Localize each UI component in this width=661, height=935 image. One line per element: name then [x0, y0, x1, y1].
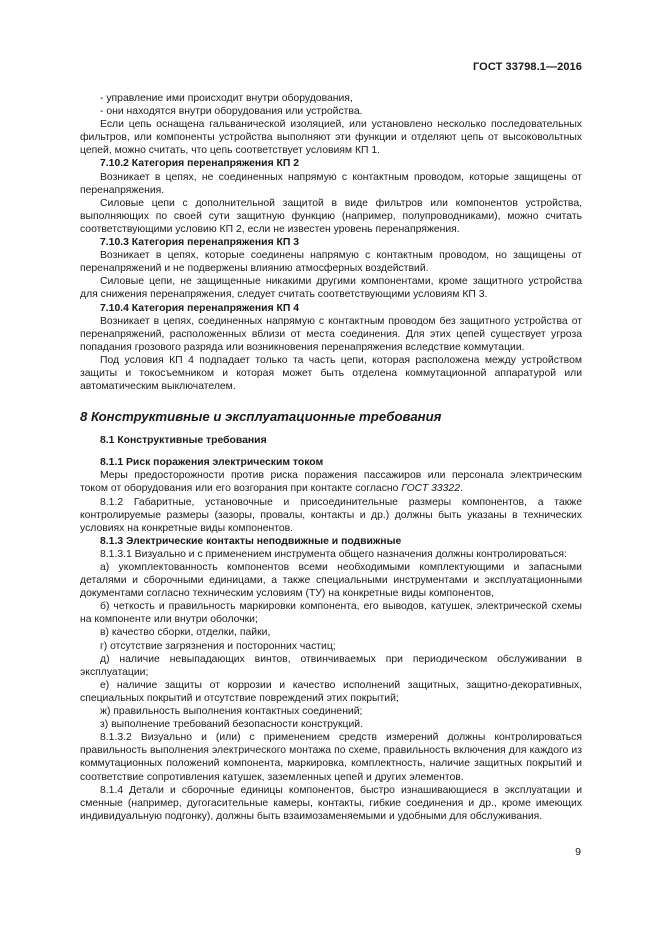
list-item: а) укомплектованность компонентов всеми необходимыми комплектующими и запасными деталями и сборочными единицами, а также специальными инструментами и эксплуатационными документами согласно техническим условиям (ТУ) на конкретные виды компонентов,: [80, 562, 582, 600]
list-item: з) выполнение требований безопасности конструкций.: [100, 719, 363, 731]
paragraph-text: Меры предосторожности против риска поражения пассажиров или персонала электрическим током от оборудования или его возгорания при контакте согласно: [80, 470, 582, 495]
paragraph: Если цепь оснащена гальванической изоляцией, или установлено несколько последовательных фильтров, или компоненты устройства выполняют эти функции и отделяют цепь от высоковольтных цепей, можно считать, что цепь соответствует условиям КП 1.: [80, 119, 582, 157]
clause-heading-7-10-3: 7.10.3 Категория перенапряжения КП 3: [100, 237, 299, 249]
standard-header: ГОСТ 33798.1—2016: [472, 61, 582, 73]
list-item: в) качество сборки, отделки, пайки,: [100, 627, 271, 639]
list-item: е) наличие защиты от коррозии и качество исполнений защитных, защитно-декоративных, специальных покрытий и отсутствие повреждений этих покрытий;: [80, 679, 582, 704]
list-item: - управление ими происходит внутри оборудования,: [100, 93, 353, 104]
list-item: - они находятся внутри оборудования или устройства.: [100, 106, 363, 118]
page-number: 9: [575, 846, 581, 858]
clause-heading-8-1-1: 8.1.1 Риск поражения электрическим током: [100, 457, 324, 469]
list-item: д) наличие невыпадающих винтов, отвинчиваемых при периодическом обслуживании в эксплуатации;: [80, 653, 582, 678]
list-item: б) четкость и правильность маркировки компонента, его выводов, катушек, электрической схемы на компоненте или внутри оболочки;: [80, 601, 582, 626]
standard-reference: ГОСТ 33322: [401, 483, 460, 495]
section-heading-8: 8 Конструктивные и эксплуатационные требования: [80, 409, 442, 425]
paragraph: 8.1.3.2 Визуально и (или) с применением средств измерений должны контролироваться правильность выполнения электрического монтажа по схеме, правильность включения для каждого из коммутационных положений компонента, маркировка, комплектность, наличие защитных покрытий и соответствие сопротивления катушек, заземленных цепей и других элементов.: [80, 732, 582, 783]
subsection-heading-8-1: 8.1 Конструктивные требования: [100, 435, 267, 447]
paragraph: 8.1.3.1 Визуально и с применением инструмента общего назначения должны контролироваться:: [100, 548, 567, 560]
paragraph-text: .: [459, 483, 463, 495]
paragraph: Возникает в цепях, не соединенных напрямую с контактным проводом, которые защищены от перенапряжения.: [80, 171, 582, 196]
paragraph: 8.1.2 Габаритные, установочные и присоединительные размеры компонентов, а также контролируемые размеры (зазоры, провалы, контакты и др.) должны быть указаны в технических условиях на конкретные виды компонентов.: [80, 496, 582, 534]
list-item: ж) правильность выполнения контактных соединений;: [100, 706, 363, 718]
paragraph: Возникает в цепях, соединенных напрямую с контактным проводом без защитного устройства от перенапряжений, расположенных вблизи от места соединения. Для этих цепей существует угроза попадания грозового разряда или возникновения перенапряжения вследствие коммутации.: [80, 315, 582, 353]
paragraph: Силовые цепи с дополнительной защитой в виде фильтров или компонентов устройства, выполняющих по своей сути защитную функцию (например, полупроводниками), можно считать соответствующими условию КП 2, если не известен уровень перенапряжения.: [80, 197, 582, 235]
clause-heading-7-10-4: 7.10.4 Категория перенапряжения КП 4: [100, 302, 299, 314]
document-body: [80, 92, 582, 823]
paragraph: Возникает в цепях, которые соединены напрямую с контактным проводом, но защищены от перенапряжений и не подвержены влиянию атмосферных воздействий.: [80, 250, 582, 275]
paragraph: 8.1.4 Детали и сборочные единицы компонентов, быстро изнашивающиеся в эксплуатации и сменные (например, дугогасительные камеры, контакты, гибкие соединения и др., кроме имеющих индивидуальную подгонку), должны быть взаимозаменяемыми и удобными для обслуживания.: [80, 784, 582, 822]
list-item: г) отсутствие загрязнения и посторонних частиц;: [100, 640, 336, 652]
clause-heading-8-1-3: 8.1.3 Электрические контакты неподвижные и подвижные: [100, 535, 402, 547]
clause-heading-7-10-2: 7.10.2 Категория перенапряжения КП 2: [100, 158, 299, 170]
paragraph: Силовые цепи, не защищенные никакими другими компонентами, кроме защитного устройства для снижения перенапряжения, следует считать соответствующими условиям КП 3.: [80, 276, 582, 301]
paragraph: [80, 469, 582, 495]
paragraph: Под условия КП 4 подпадает только та часть цепи, которая расположена между устройством защиты и токосъемником и которая может быть отделена коммутационной аппаратурой или автоматическим выключателем.: [80, 354, 582, 393]
